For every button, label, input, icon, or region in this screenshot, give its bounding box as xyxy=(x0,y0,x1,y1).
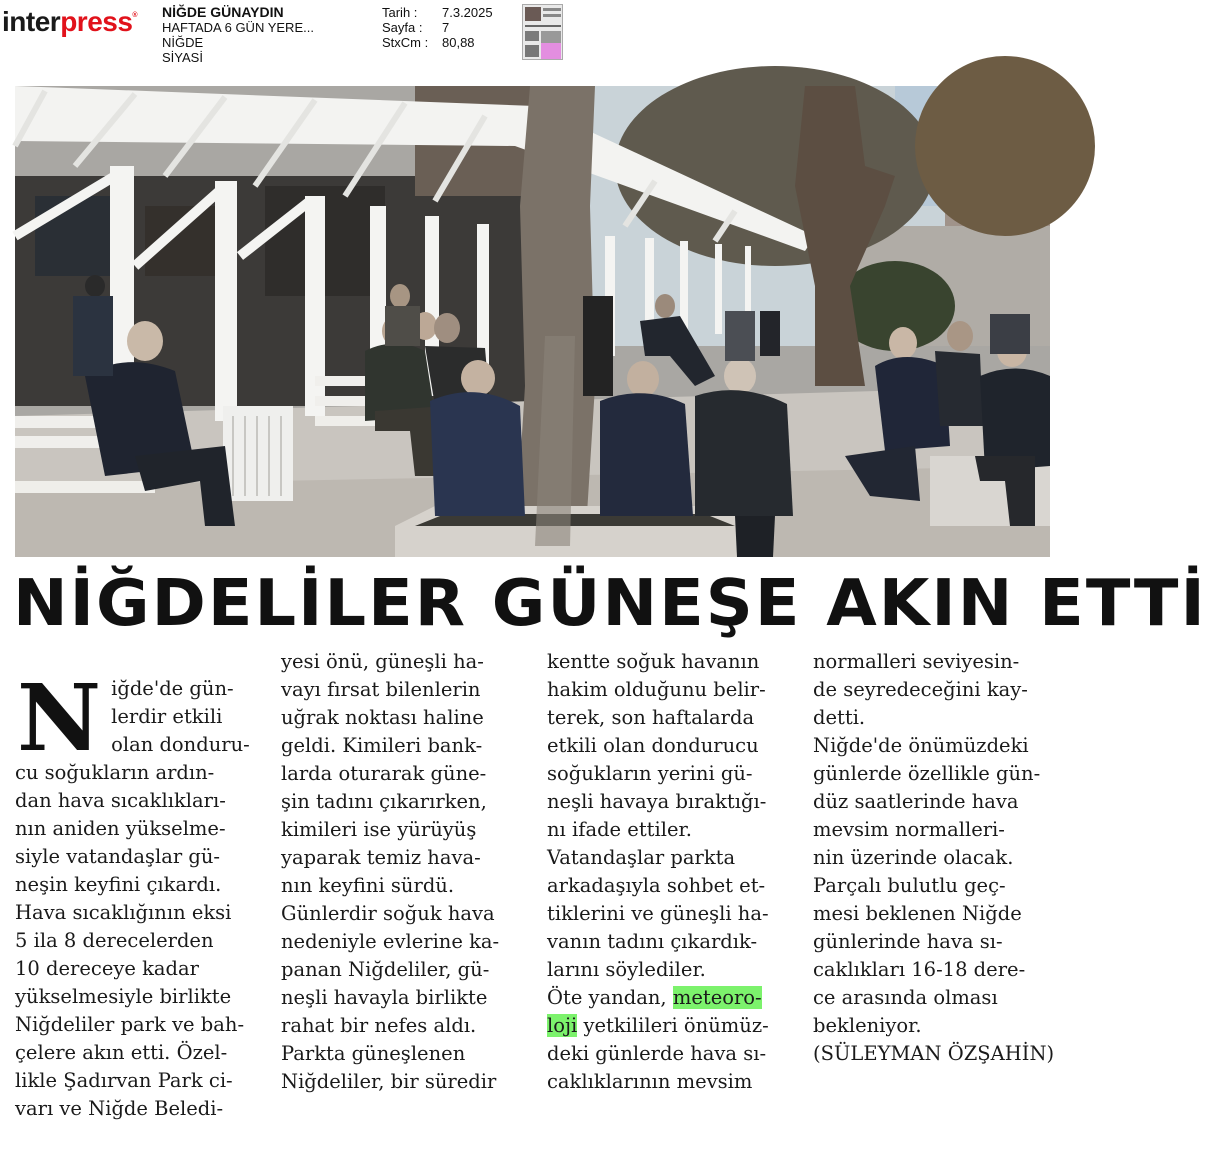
meta-label: Tarih : xyxy=(382,5,418,20)
page-thumbnail[interactable] xyxy=(522,4,563,60)
publication-city: NİĞDE xyxy=(162,35,204,50)
logo-accent-text: press xyxy=(60,6,133,37)
article-column-2: yesi önü, güneşli ha- vayı fırsat bilenlerin uğrak noktası haline geldi. Kimileri bank- larda oturarak güne- şin tadını çıkarırken, kimileri ise yürüyüş yaparak temiz hava- nın keyfini sürdü. Günlerdir soğuk hava nedeniyle evlerine ka- panan Niğdeliler, gü- neşli havayla birlikte rahat bir nefes aldı. Parkta güneşlenen Niğdeliler, bir süredir xyxy=(281,650,500,1093)
clipping-header xyxy=(0,0,1068,80)
park-scene-illustration xyxy=(15,86,1050,557)
publication-name: NİĞDE GÜNAYDIN xyxy=(162,4,284,20)
drop-cap: N xyxy=(17,664,102,772)
article-column-3 xyxy=(547,648,797,1096)
meta-label: StxCm : xyxy=(382,35,429,50)
meta-label: Sayfa : xyxy=(382,20,423,35)
column-1-intro: iğde'de gün- lerdir etkili olan donduru- xyxy=(111,677,250,756)
meta-row-page xyxy=(382,20,493,35)
publication-category: SİYASİ xyxy=(162,50,203,65)
interpress-logo xyxy=(2,8,137,36)
article-photo xyxy=(15,86,1050,557)
logo-registered-mark: ® xyxy=(132,11,138,19)
article-body xyxy=(0,648,1068,1120)
meta-row-date xyxy=(382,5,493,20)
column-1-text: cu soğukların ardın- dan hava sıcaklıkları- nın aniden yükselme- siyle vatandaşlar gü- neşin keyfini çıkardı. Hava sıcaklığının eksi 5 ila 8 derecelerden 10 dereceye kadar yükselmesiyle birlikte Niğdeliler park ve bah- çelere akın etti. Özel- likle Şadırvan Park ci- varı ve Niğde Beledi- xyxy=(15,761,245,1120)
meta-value: 80,88 xyxy=(442,35,475,50)
column-3-text-a: kentte soğuk havanın hakim olduğunu belir- terek, son haftalarda etkili olan dondurucu soğukların yerini gü- neşli havaya bıraktığı- nı ifade ettiler. Vatandaşlar parkta arkadaşıyla sohbet et- tiklerini ve güneşli ha- vanın tadını çıkardık- larını söylediler. Öte yandan, xyxy=(547,650,769,1009)
article-column-4: normalleri seviyesin- de seyredeceğini kay- detti. Niğde'de önümüzdeki günlerde özellikle gün- düz saatlerinde hava mevsim normalleri- nin üzerinde olacak. Parçalı bulutlu geç- mesi beklenen Niğde günlerinde hava sı- caklıkları 16-18 dere- ce arasında olması bekleniyor. (SÜLEYMAN ÖZŞAHİN) xyxy=(813,650,1055,1065)
publication-info xyxy=(162,5,362,65)
meta-value: 7 xyxy=(442,20,450,35)
article-headline: NİĞDELİLER GÜNEŞE AKIN ETTİ xyxy=(13,567,1207,641)
publication-frequency: HAFTADA 6 GÜN YERE... xyxy=(162,20,314,35)
meta-row-stxcm xyxy=(382,35,493,50)
article-column-1 xyxy=(15,647,265,1151)
meta-value: 7.3.2025 xyxy=(442,5,493,20)
highlighted-keyword-continued: loji xyxy=(547,1014,578,1037)
highlighted-keyword: meteoro- xyxy=(672,986,762,1009)
clipping-meta xyxy=(382,5,493,50)
column-3-text-b: yetkilileri önümüz- deki günlerde hava sı- caklıklarının mevsim xyxy=(547,1014,769,1093)
logo-main-text: inter xyxy=(2,6,61,37)
